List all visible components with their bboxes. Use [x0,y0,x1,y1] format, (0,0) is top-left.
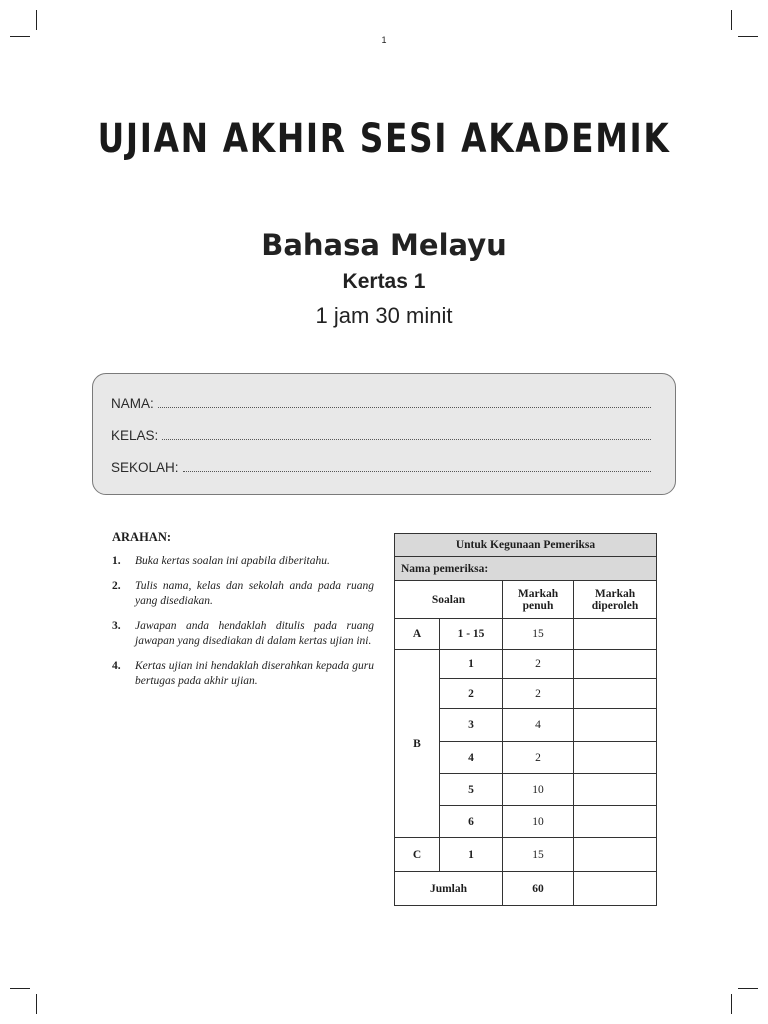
instruction-number: 3. [112,619,121,632]
school-label: SEKOLAH: [111,460,179,475]
subject-title: Bahasa Melayu [261,228,507,262]
full-marks-value: 15 [503,619,574,650]
question-number: 3 [440,709,503,742]
examiner-table [394,533,657,906]
instruction-text: Buka kertas soalan ini apabila diberitahu. [135,555,330,567]
table-row [395,838,657,872]
crop-mark [731,994,732,1014]
section-c-label: C [395,838,440,872]
full-marks-value: 2 [503,679,574,709]
instruction-item [112,619,374,650]
question-number: 5 [440,774,503,806]
marks-obtained-cell[interactable] [574,742,657,774]
full-marks-value: 2 [503,742,574,774]
instruction-item [112,579,374,610]
full-marks-value: 15 [503,838,574,872]
student-info-box [92,373,676,495]
total-marks-obtained-cell[interactable] [574,872,657,906]
crop-mark [36,994,37,1014]
crop-mark [10,988,30,989]
instruction-number: 4. [112,659,121,672]
marks-obtained-cell[interactable] [574,619,657,650]
question-number: 1 - 15 [440,619,503,650]
section-b-label: B [395,650,440,838]
name-field[interactable] [111,396,651,411]
total-label: Jumlah [395,872,503,906]
total-row [395,872,657,906]
question-number: 6 [440,806,503,838]
header-marks-obtained: Markah diperoleh [574,581,657,619]
question-number: 1 [440,650,503,679]
class-dotted-line [162,439,651,440]
instruction-text: Kertas ujian ini hendaklah diserahkan kepada guru bertugas pada akhir ujian. [135,659,374,687]
full-marks-value: 2 [503,650,574,679]
crop-mark [738,988,758,989]
full-marks-value: 4 [503,709,574,742]
marks-obtained-cell[interactable] [574,679,657,709]
page-number: 1 [381,35,387,45]
marks-obtained-cell[interactable] [574,774,657,806]
question-number: 4 [440,742,503,774]
examiner-name-label: Nama pemeriksa: [395,557,657,581]
marks-obtained-cell[interactable] [574,806,657,838]
school-field[interactable] [111,460,651,475]
marks-obtained-cell[interactable] [574,838,657,872]
name-label: NAMA: [111,396,154,411]
marks-obtained-cell[interactable] [574,709,657,742]
instructions-title: ARAHAN: [112,530,172,544]
class-label: KELAS: [111,428,159,443]
marks-obtained-cell[interactable] [574,650,657,679]
header-question: Soalan [395,581,503,619]
crop-mark [36,10,37,30]
instruction-item [112,659,374,690]
full-marks-value: 10 [503,806,574,838]
total-full-marks: 60 [503,872,574,906]
instruction-text: Tulis nama, kelas dan sekolah anda pada ruang yang disediakan. [135,579,374,607]
header-full-marks: Markah penuh [503,581,574,619]
page-title: UJIAN AKHIR SESI AKADEMIK [97,116,671,162]
paper-label: Kertas 1 [342,270,426,293]
duration-label: 1 jam 30 minit [315,303,453,328]
question-number: 2 [440,679,503,709]
table-row [395,619,657,650]
question-number: 1 [440,838,503,872]
instruction-item [112,554,374,570]
instruction-text: Jawapan anda hendaklah ditulis pada ruang jawapan yang disediakan di dalam kertas ujian ini. [135,619,374,647]
school-dotted-line [183,471,651,472]
instructions [112,530,374,699]
instruction-number: 1. [112,555,121,567]
crop-mark [731,10,732,30]
instruction-number: 2. [112,579,121,592]
section-a-label: A [395,619,440,650]
table-row [395,650,657,679]
class-field[interactable] [111,428,651,443]
examiner-table-title: Untuk Kegunaan Pemeriksa [395,534,657,557]
full-marks-value: 10 [503,774,574,806]
name-dotted-line [158,407,651,408]
